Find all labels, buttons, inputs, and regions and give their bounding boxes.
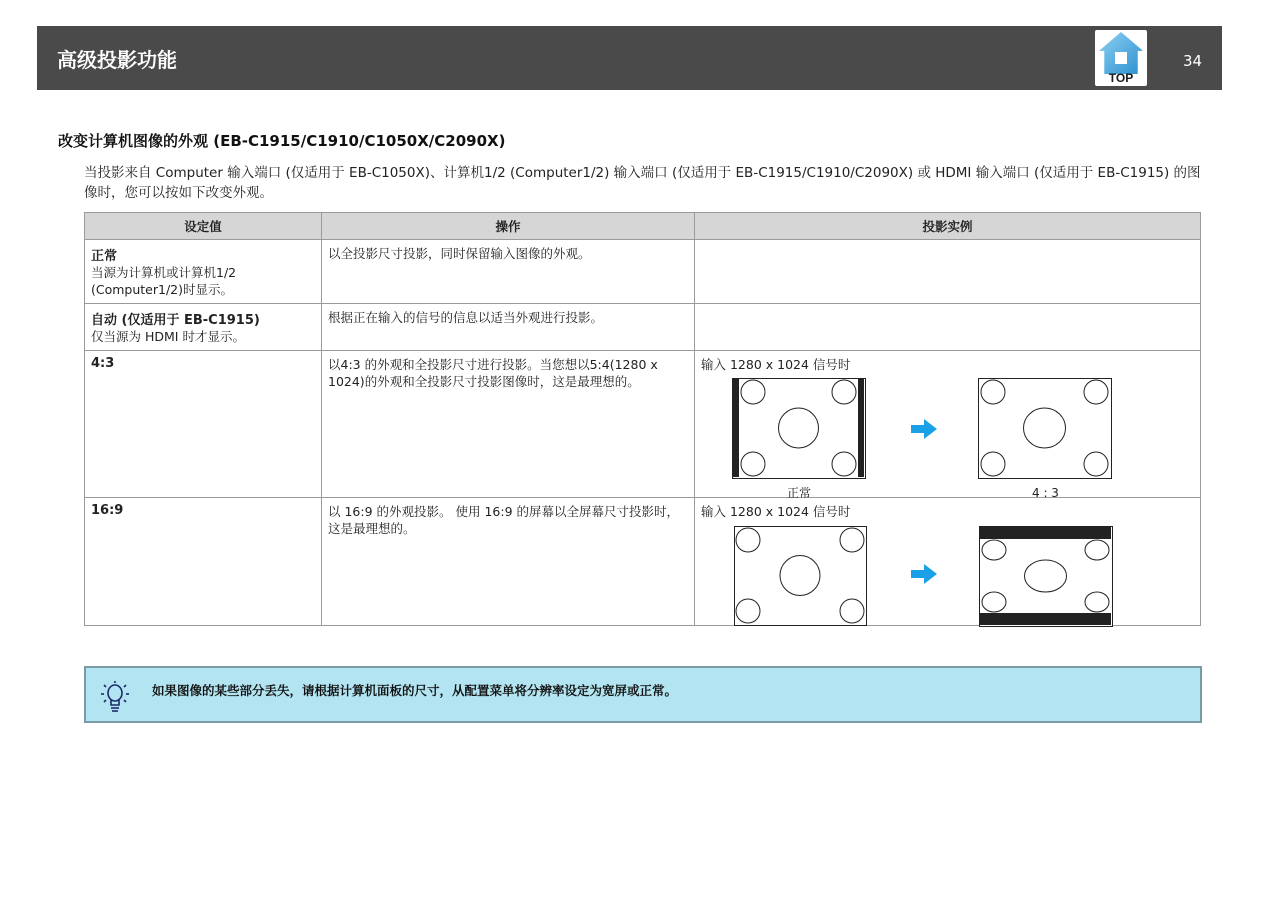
example-cell: [695, 304, 1201, 351]
corner-circle: [736, 528, 760, 552]
table-header-row: [85, 213, 1201, 240]
setting-cell: [85, 498, 322, 626]
pillar-bar-right: [858, 379, 864, 477]
tip-box: [84, 666, 1202, 723]
corner-circle: [832, 380, 856, 404]
example-caption: 输入 1280 x 1024 信号时: [701, 357, 851, 372]
operation-text: 以4:3 的外观和全投影尺寸进行投影。当您想以5:4(1280 x 1024)的外观和全投影尺寸投影图像时，这是最理想的。: [328, 357, 658, 389]
operation-text: 以 16:9 的外观投影。 使用 16:9 的屏幕以全屏幕尺寸投影时，这是最理想的。: [328, 504, 680, 536]
setting-note: 仅当源为 HDMI 时才显示。: [91, 329, 245, 344]
intro-paragraph: 当投影来自 Computer 输入端口 (仅适用于 EB-C1050X)、计算机1/2 (Computer1/2) 输入端口 (仅适用于 EB-C1915/C1910/C2090X) 或 HDMI 输入端口 (仅适用于 EB-C1915) 的图像时，您可以按如下改变外观。: [84, 165, 1201, 201]
center-ellipse: [1024, 408, 1066, 448]
example-caption: 输入 1280 x 1024 信号时: [701, 504, 851, 519]
header-example: 投影实例: [695, 213, 1201, 240]
operation-cell: [322, 240, 695, 304]
screen-after-16-9: [979, 526, 1113, 627]
corner-circle: [741, 380, 765, 404]
corner-ellipse: [1085, 592, 1109, 612]
right-arrow-icon: [911, 419, 937, 439]
operation-text: 根据正在输入的信号的信息以适当外观进行投影。: [328, 310, 604, 325]
header-bar: [37, 26, 1222, 90]
settings-table: [84, 212, 1201, 626]
corner-circle: [736, 599, 760, 623]
setting-cell: [85, 351, 322, 498]
center-ellipse: [1025, 560, 1067, 592]
screen-after-4-3: [978, 378, 1112, 479]
corner-ellipse: [982, 540, 1006, 560]
table-row: [85, 240, 1201, 304]
header-operation: 操作: [322, 213, 695, 240]
setting-note: 当源为计算机或计算机1/2 (Computer1/2)时显示。: [91, 265, 237, 297]
right-arrow-icon: [911, 564, 937, 584]
operation-cell: [322, 498, 695, 626]
table-row: [85, 498, 1201, 626]
setting-name: 自动 (仅适用于 EB-C1915): [91, 313, 260, 328]
setting-cell: [85, 304, 322, 351]
operation-cell: [322, 304, 695, 351]
setting-cell: [85, 240, 322, 304]
lightbulb-icon: [96, 680, 132, 714]
corner-circle: [840, 528, 864, 552]
example-cell: [695, 240, 1201, 304]
house-window: [1115, 52, 1127, 64]
letterbox-bar-bottom: [980, 613, 1111, 625]
example-cell: [695, 498, 1201, 626]
letterbox-bar-top: [980, 527, 1111, 539]
operation-cell: [322, 351, 695, 498]
corner-circle: [832, 452, 856, 476]
header-setting: 设定值: [85, 213, 322, 240]
chapter-title: 高级投影功能: [57, 48, 177, 72]
setting-name: 4:3: [91, 356, 115, 371]
screen-before-normal: [732, 378, 866, 479]
corner-ellipse: [982, 592, 1006, 612]
corner-circle: [741, 452, 765, 476]
example-cell: [695, 351, 1201, 498]
top-button[interactable]: [1095, 30, 1147, 86]
after-label: 4 : 3: [1032, 486, 1059, 500]
section-title: 改变计算机图像的外观 (EB-C1915/C1910/C1050X/C2090X): [58, 132, 506, 150]
corner-ellipse: [1085, 540, 1109, 560]
table-row: [85, 304, 1201, 351]
corner-circle: [840, 599, 864, 623]
page-number: 34: [1183, 52, 1203, 70]
setting-name: 正常: [91, 249, 118, 264]
screen-before-input: [734, 526, 867, 626]
tip-text: 如果图像的某些部分丢失，请根据计算机面板的尺寸，从配置菜单将分辨率设定为宽屏或正常。: [152, 683, 678, 698]
corner-ellipse: [1084, 452, 1108, 476]
corner-ellipse: [981, 452, 1005, 476]
top-label: TOP: [1108, 71, 1134, 85]
center-circle: [779, 408, 819, 448]
setting-name: 16:9: [91, 503, 124, 518]
operation-text: 以全投影尺寸投影，同时保留输入图像的外观。: [328, 246, 591, 261]
corner-ellipse: [1084, 380, 1108, 404]
before-label: 正常: [787, 486, 812, 500]
corner-ellipse: [981, 380, 1005, 404]
center-circle: [780, 556, 820, 596]
table-row: [85, 351, 1201, 498]
pillar-bar-left: [733, 379, 739, 477]
